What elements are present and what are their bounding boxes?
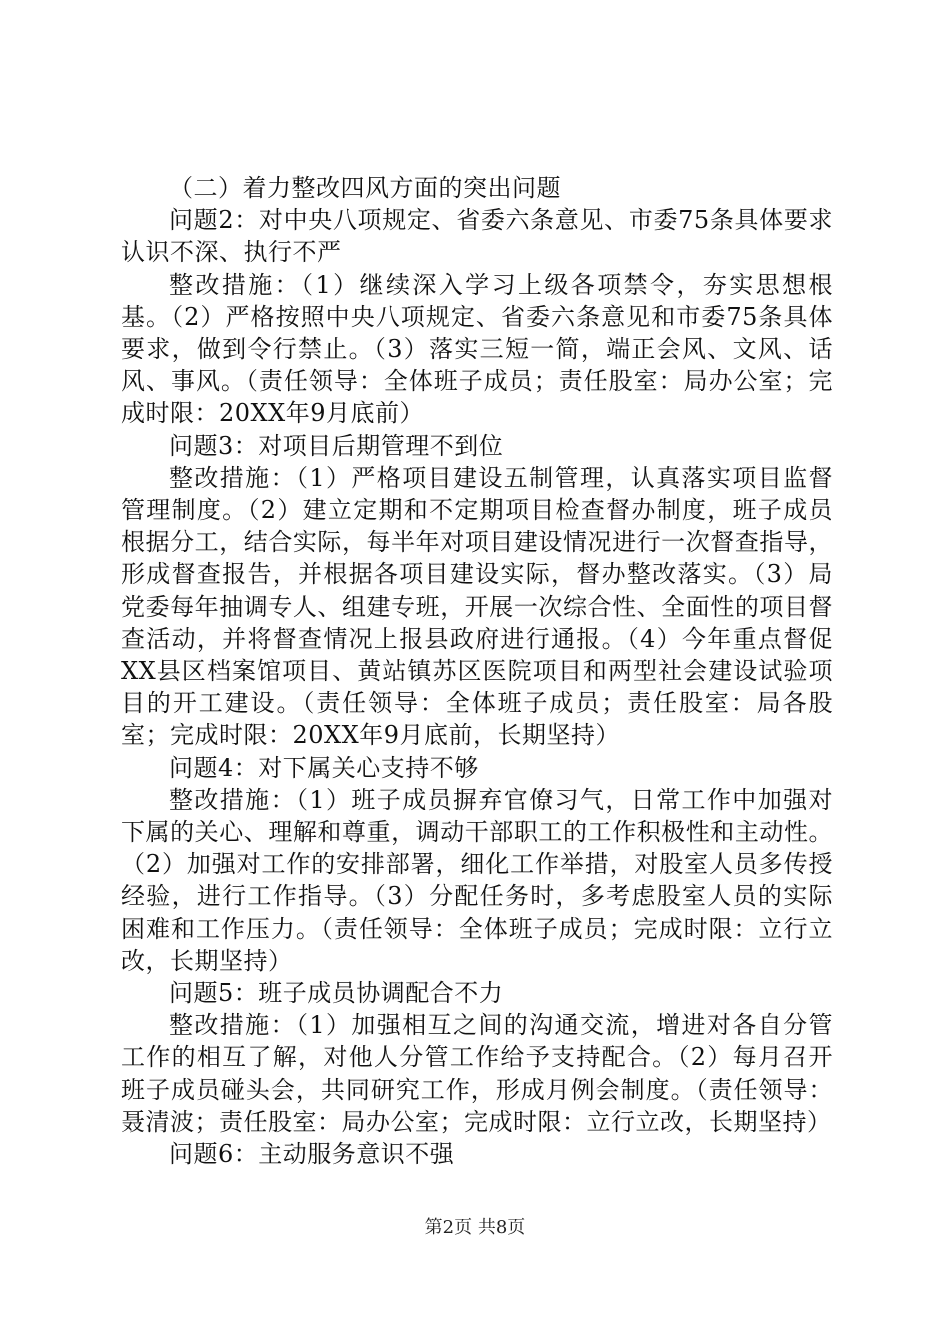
section-heading: （二）着力整改四风方面的突出问题 bbox=[169, 174, 561, 202]
issue-heading: 问题2：对中央八项规定、省委六条意见、市委75条具体要求认识不深、执行不严 bbox=[121, 206, 833, 267]
issue-heading: 问题5：班子成员协调配合不力 bbox=[169, 979, 504, 1008]
document-body bbox=[121, 172, 833, 1170]
remediation-paragraph: 整改措施：（1）加强相互之间的沟通交流，增进对各自分管工作的相互了解，对他人分管工作给予支持配合。（2）每月召开班子成员碰头会，共同研究工作，形成月例会制度。（责任领导：聂清波；责任股室：局办公室；完成时限：立行立改，长期坚持） bbox=[121, 1011, 833, 1136]
remediation-paragraph: 整改措施：（1）严格项目建设五制管理，认真落实项目监督管理制度。（2）建立定期和不定期项目检查督办制度，班子成员根据分工，结合实际，每半年对项目建设情况进行一次督查指导，形成督查报告，并根据各项目建设实际，督办整改落实。（3）局党委每年抽调专人、组建专班，开展一次综合性、全面性的项目督查活动，并将督查情况上报县政府进行通报。（4）今年重点督促XX县区档案馆项目、黄站镇苏区医院项目和两型社会建设试验项目的开工建设。（责任领导：全体班子成员；责任股室：局各股室；完成时限：20XX年9月底前，长期坚持） bbox=[121, 463, 833, 750]
issue-heading: 问题6：主动服务意识不强 bbox=[169, 1140, 455, 1169]
remediation-paragraph: 整改措施：（1）班子成员摒弃官僚习气，日常工作中加强对下属的关心、理解和尊重，调动干部职工的工作积极性和主动性。（2）加强对工作的安排部署，细化工作举措，对股室人员多传授经验，进行工作指导。（3）分配任务时，多考虑股室人员的实际困难和工作压力。（责任领导：全体班子成员；完成时限：立行立改，长期坚持） bbox=[121, 785, 833, 975]
page-number-footer: 第2页 共8页 bbox=[424, 1217, 526, 1238]
remediation-paragraph: 整改措施：（1）继续深入学习上级各项禁令，夯实思想根基。（2）严格按照中央八项规定、省委六条意见和市委75条具体要求，做到令行禁止。（3）落实三短一简，端正会风、文风、话风、事风。（责任领导：全体班子成员；责任股室：局办公室；完成时限：20XX年9月底前） bbox=[121, 270, 833, 428]
issue-heading: 问题4：对下属关心支持不够 bbox=[169, 753, 479, 782]
issue-heading: 问题3：对项目后期管理不到位 bbox=[169, 431, 504, 460]
